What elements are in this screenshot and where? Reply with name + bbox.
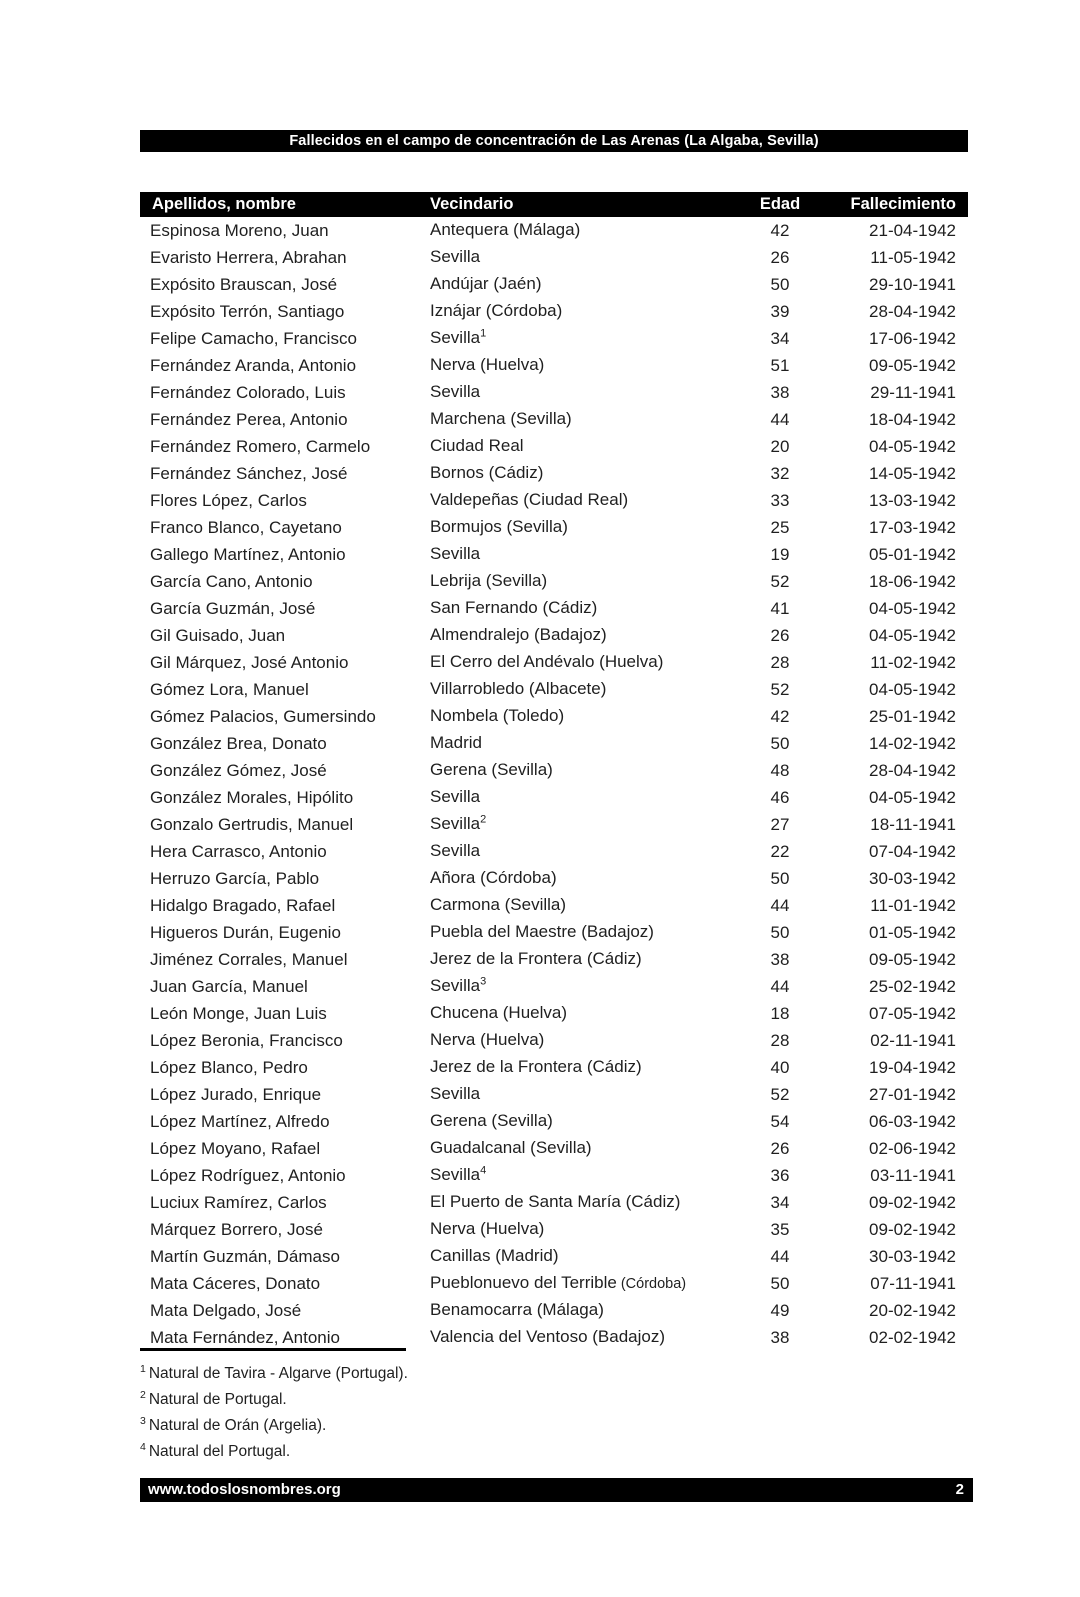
cell-place [425,622,735,649]
cell-name: García Cano, Antonio [150,571,313,591]
cell-name: Márquez Borrero, José [150,1219,323,1239]
cell-place [425,946,735,973]
table-row [140,1108,968,1135]
place-text: Carmona (Sevilla) [430,895,567,914]
cell-date: 28-04-1942 [869,760,956,780]
footnote-ref: 4 [480,1164,487,1177]
cell-name: Fernández Romero, Carmelo [150,436,371,456]
place-text: El Puerto de Santa María (Cádiz) [430,1192,681,1211]
table-row [140,811,968,838]
cell-date: 21-04-1942 [869,220,956,240]
place-text: Jerez de la Frontera (Cádiz) [430,1057,642,1076]
cell-date: 09-05-1942 [869,949,956,969]
cell-age: 49 [770,1300,790,1320]
place-text: Lebrija (Sevilla) [430,571,548,590]
cell-age: 20 [770,436,790,456]
table-header-row [140,192,968,217]
place-text: Gerena (Sevilla) [430,760,553,779]
footnote-ref: 3 [480,975,487,988]
cell-age: 18 [770,1003,790,1023]
place-text: Sevilla [430,328,481,347]
table-row [140,676,968,703]
footnote [140,1439,968,1465]
cell-name: León Monge, Juan Luis [150,1003,327,1023]
cell-name: Espinosa Moreno, Juan [150,220,329,240]
place-text: Sevilla [430,976,481,995]
cell-name: González Brea, Donato [150,733,327,753]
cell-date: 17-06-1942 [869,328,956,348]
table-row [140,784,968,811]
table-row [140,946,968,973]
cell-place [425,1081,735,1108]
cell-place [425,649,735,676]
place-text: Sevilla [430,787,481,806]
cell-name: Juan García, Manuel [150,976,308,996]
cell-name: López Blanco, Pedro [150,1057,308,1077]
deceased-table [140,192,968,1351]
place-text: Valencia del Ventoso (Badajoz) [430,1327,666,1346]
table-body [140,217,968,1351]
cell-place [425,514,735,541]
footnote-text: Natural de Orán (Argelia). [148,1417,327,1434]
cell-date: 18-04-1942 [869,409,956,429]
table-row [140,919,968,946]
place-text: Antequera (Málaga) [430,220,581,239]
place-text: Benamocarra (Málaga) [430,1300,604,1319]
place-text: Nerva (Huelva) [430,1219,545,1238]
cell-age: 38 [770,1327,790,1347]
place-text: Gerena (Sevilla) [430,1111,553,1130]
table-row [140,244,968,271]
place-text: Sevilla [430,382,481,401]
cell-date: 04-05-1942 [869,436,956,456]
cell-date: 04-05-1942 [869,625,956,645]
cell-date: 02-02-1942 [869,1327,956,1347]
cell-name: López Rodríguez, Antonio [150,1165,346,1185]
table-row [140,298,968,325]
table-row [140,1297,968,1324]
cell-place [425,1162,735,1189]
table-row [140,1162,968,1189]
cell-age: 46 [770,787,790,807]
cell-place [425,1054,735,1081]
cell-age: 34 [770,1192,790,1212]
cell-name: Fernández Perea, Antonio [150,409,348,429]
cell-date: 07-04-1942 [869,841,956,861]
place-text: Iznájar (Córdoba) [430,301,563,320]
cell-age: 22 [770,841,790,861]
footnote-text: Natural de Portugal. [148,1391,287,1408]
cell-name: Mata Delgado, José [150,1300,302,1320]
footnote-number: 4 [140,1440,146,1453]
cell-date: 04-05-1942 [869,679,956,699]
cell-name: Gil Guisado, Juan [150,625,286,645]
place-text: Nerva (Huelva) [430,355,545,374]
cell-date: 30-03-1942 [869,868,956,888]
table-row [140,730,968,757]
cell-place [425,541,735,568]
cell-name: Herruzo García, Pablo [150,868,320,888]
header-vecindario: Vecindario [425,192,735,217]
cell-age: 42 [770,706,790,726]
cell-date: 07-05-1942 [869,1003,956,1023]
cell-date: 14-02-1942 [869,733,956,753]
cell-age: 44 [770,976,790,996]
footer-bar [140,1478,973,1502]
place-text: Pueblonuevo del Terrible [430,1273,617,1292]
place-text: Ciudad Real [430,436,524,455]
cell-age: 50 [770,922,790,942]
cell-name: Gómez Lora, Manuel [150,679,309,699]
cell-place [425,1135,735,1162]
place-text: Chucena (Huelva) [430,1003,568,1022]
cell-date: 13-03-1942 [869,490,956,510]
place-text: Nerva (Huelva) [430,1030,545,1049]
cell-name: López Martínez, Alfredo [150,1111,330,1131]
cell-age: 26 [770,625,790,645]
cell-name: Expósito Brauscan, José [150,274,338,294]
table-header [140,192,968,217]
footnotes-section [140,1348,968,1465]
place-text: Guadalcanal (Sevilla) [430,1138,592,1157]
cell-age: 35 [770,1219,790,1239]
table-row [140,1243,968,1270]
cell-name: Fernández Aranda, Antonio [150,355,357,375]
table-row [140,568,968,595]
cell-place [425,1108,735,1135]
place-text: Sevilla [430,247,481,266]
cell-age: 27 [770,814,790,834]
table-row [140,433,968,460]
cell-age: 44 [770,1246,790,1266]
table-row [140,460,968,487]
table-row [140,892,968,919]
place-text: Jerez de la Frontera (Cádiz) [430,949,642,968]
cell-age: 42 [770,220,790,240]
cell-name: Luciux Ramírez, Carlos [150,1192,327,1212]
cell-place [425,298,735,325]
cell-date: 04-05-1942 [869,598,956,618]
cell-name: Fernández Colorado, Luis [150,382,346,402]
cell-place [425,1270,735,1297]
footnote-separator-line [140,1348,406,1351]
cell-place [425,352,735,379]
cell-age: 26 [770,247,790,267]
cell-date: 11-01-1942 [870,895,956,915]
cell-age: 44 [770,409,790,429]
cell-name: Martín Guzmán, Dámaso [150,1246,340,1266]
cell-age: 50 [770,274,790,294]
cell-date: 18-06-1942 [869,571,956,591]
cell-age: 38 [770,949,790,969]
cell-date: 02-11-1941 [870,1030,956,1050]
place-text: Sevilla [430,544,481,563]
cell-place [425,811,735,838]
cell-age: 54 [770,1111,790,1131]
cell-name: Higueros Durán, Eugenio [150,922,341,942]
table-row [140,1216,968,1243]
cell-place [425,730,735,757]
cell-place [425,460,735,487]
cell-age: 38 [770,382,790,402]
footnote-list [140,1361,968,1465]
table-row [140,514,968,541]
footer-url: www.todoslosnombres.org [148,1481,341,1498]
cell-name: Fernández Sánchez, José [150,463,348,483]
table-row [140,325,968,352]
cell-place [425,676,735,703]
place-text: Sevilla [430,1165,481,1184]
cell-name: Evaristo Herrera, Abrahan [150,247,347,267]
place-text: Bornos (Cádiz) [430,463,544,482]
table-row [140,379,968,406]
table-row [140,757,968,784]
place-text: Sevilla [430,814,481,833]
cell-name: González Gómez, José [150,760,327,780]
place-text: Almendralejo (Badajoz) [430,625,607,644]
cell-age: 33 [770,490,790,510]
cell-place [425,919,735,946]
table-row [140,703,968,730]
cell-date: 29-10-1941 [869,274,956,294]
table-row [140,406,968,433]
header-fallecimiento: Fallecimiento [825,192,968,217]
cell-place [425,1297,735,1324]
place-text: Sevilla [430,1084,481,1103]
cell-date: 05-01-1942 [869,544,956,564]
place-text: San Fernando (Cádiz) [430,598,598,617]
place-text: Canillas (Madrid) [430,1246,559,1265]
cell-place [425,838,735,865]
cell-name: Gallego Martínez, Antonio [150,544,346,564]
cell-name: Expósito Terrón, Santiago [150,301,345,321]
place-text: Nombela (Toledo) [430,706,565,725]
cell-name: Gonzalo Gertrudis, Manuel [150,814,354,834]
cell-age: 50 [770,1273,790,1293]
cell-date: 17-03-1942 [869,517,956,537]
cell-date: 11-05-1942 [870,247,956,267]
cell-place [425,271,735,298]
cell-date: 01-05-1942 [869,922,956,942]
cell-date: 09-02-1942 [869,1219,956,1239]
cell-name: Gómez Palacios, Gumersindo [150,706,376,726]
cell-name: Hidalgo Bragado, Rafael [150,895,336,915]
cell-name: Felipe Camacho, Francisco [150,328,357,348]
cell-place [425,1216,735,1243]
header-apellidos: Apellidos, nombre [140,192,425,217]
cell-place [425,1243,735,1270]
table-row [140,1189,968,1216]
cell-date: 14-05-1942 [869,463,956,483]
cell-age: 52 [770,571,790,591]
cell-name: Gil Márquez, José Antonio [150,652,349,672]
cell-age: 28 [770,1030,790,1050]
cell-place [425,1189,735,1216]
table-row [140,1135,968,1162]
table-row [140,487,968,514]
footnote-number: 3 [140,1414,146,1427]
cell-place [425,217,735,244]
cell-age: 51 [770,355,790,375]
table-row [140,649,968,676]
table-row [140,595,968,622]
cell-place [425,892,735,919]
cell-name: Mata Fernández, Antonio [150,1327,340,1347]
cell-place [425,487,735,514]
cell-age: 32 [770,463,790,483]
cell-age: 36 [770,1165,790,1185]
cell-name: Hera Carrasco, Antonio [150,841,327,861]
cell-name: García Guzmán, José [150,598,316,618]
place-text: Sevilla [430,841,481,860]
cell-place [425,568,735,595]
cell-place [425,973,735,1000]
table-row [140,1000,968,1027]
cell-place [425,703,735,730]
cell-age: 50 [770,733,790,753]
cell-place [425,433,735,460]
cell-name: Mata Cáceres, Donato [150,1273,321,1293]
cell-date: 20-02-1942 [869,1300,956,1320]
cell-name: López Moyano, Rafael [150,1138,321,1158]
cell-age: 50 [770,868,790,888]
cell-age: 34 [770,328,790,348]
cell-date: 27-01-1942 [869,1084,956,1104]
cell-age: 26 [770,1138,790,1158]
page-title: Fallecidos en el campo de concentración de Las Arenas (La Algaba, Sevilla) [140,130,968,152]
cell-age: 48 [770,760,790,780]
cell-date: 03-11-1941 [870,1165,956,1185]
cell-age: 25 [770,517,790,537]
cell-place [425,406,735,433]
cell-place [425,244,735,271]
table-row [140,1054,968,1081]
cell-age: 41 [770,598,790,618]
header-edad: Edad [735,192,825,217]
cell-age: 39 [770,301,790,321]
cell-date: 09-02-1942 [869,1192,956,1212]
place-text: Añora (Córdoba) [430,868,557,887]
table-row [140,271,968,298]
place-text: Marchena (Sevilla) [430,409,572,428]
cell-place [425,1324,735,1351]
cell-age: 19 [770,544,790,564]
cell-date: 29-11-1941 [870,382,956,402]
cell-place [425,379,735,406]
table-row [140,541,968,568]
table-row [140,1270,968,1297]
place-text: Bormujos (Sevilla) [430,517,568,536]
cell-date: 11-02-1942 [870,652,956,672]
footnote [140,1413,968,1439]
cell-age: 52 [770,1084,790,1104]
footnote-text: Natural de Tavira - Algarve (Portugal). [148,1365,408,1382]
cell-age: 52 [770,679,790,699]
cell-date: 09-05-1942 [869,355,956,375]
cell-age: 44 [770,895,790,915]
cell-age: 28 [770,652,790,672]
cell-date: 18-11-1941 [870,814,956,834]
cell-place [425,325,735,352]
cell-date: 02-06-1942 [869,1138,956,1158]
cell-name: Jiménez Corrales, Manuel [150,949,348,969]
cell-date: 06-03-1942 [869,1111,956,1131]
cell-place [425,1000,735,1027]
cell-name: González Morales, Hipólito [150,787,354,807]
cell-name: López Jurado, Enrique [150,1084,322,1104]
footnote-number: 1 [140,1362,146,1375]
table-row [140,622,968,649]
cell-name: Franco Blanco, Cayetano [150,517,342,537]
cell-date: 30-03-1942 [869,1246,956,1266]
cell-place [425,757,735,784]
table-row [140,1081,968,1108]
cell-date: 25-02-1942 [869,976,956,996]
cell-date: 25-01-1942 [869,706,956,726]
place-province-small: (Córdoba) [616,1276,687,1292]
table-row [140,217,968,244]
table-row [140,973,968,1000]
place-text: Madrid [430,733,482,752]
footnote [140,1387,968,1413]
place-text: El Cerro del Andévalo (Huelva) [430,652,664,671]
footnote [140,1361,968,1387]
place-text: Villarrobledo (Albacete) [430,679,607,698]
cell-age: 40 [770,1057,790,1077]
footnote-ref: 1 [480,327,487,340]
cell-date: 28-04-1942 [869,301,956,321]
cell-name: López Beronia, Francisco [150,1030,343,1050]
table-row [140,1324,968,1351]
table-row [140,838,968,865]
cell-name: Flores López, Carlos [150,490,307,510]
footnote-ref: 2 [480,813,487,826]
place-text: Puebla del Maestre (Badajoz) [430,922,654,941]
cell-date: 04-05-1942 [869,787,956,807]
place-text: Andújar (Jaén) [430,274,542,293]
footnote-number: 2 [140,1388,146,1401]
footer-page-number: 2 [955,1481,964,1498]
cell-date: 07-11-1941 [870,1273,956,1293]
cell-place [425,784,735,811]
table-row [140,352,968,379]
cell-place [425,1027,735,1054]
table-row [140,865,968,892]
table-row [140,1027,968,1054]
cell-place [425,595,735,622]
place-text: Valdepeñas (Ciudad Real) [430,490,629,509]
cell-date: 19-04-1942 [869,1057,956,1077]
cell-place [425,865,735,892]
footnote-text: Natural del Portugal. [148,1443,291,1460]
